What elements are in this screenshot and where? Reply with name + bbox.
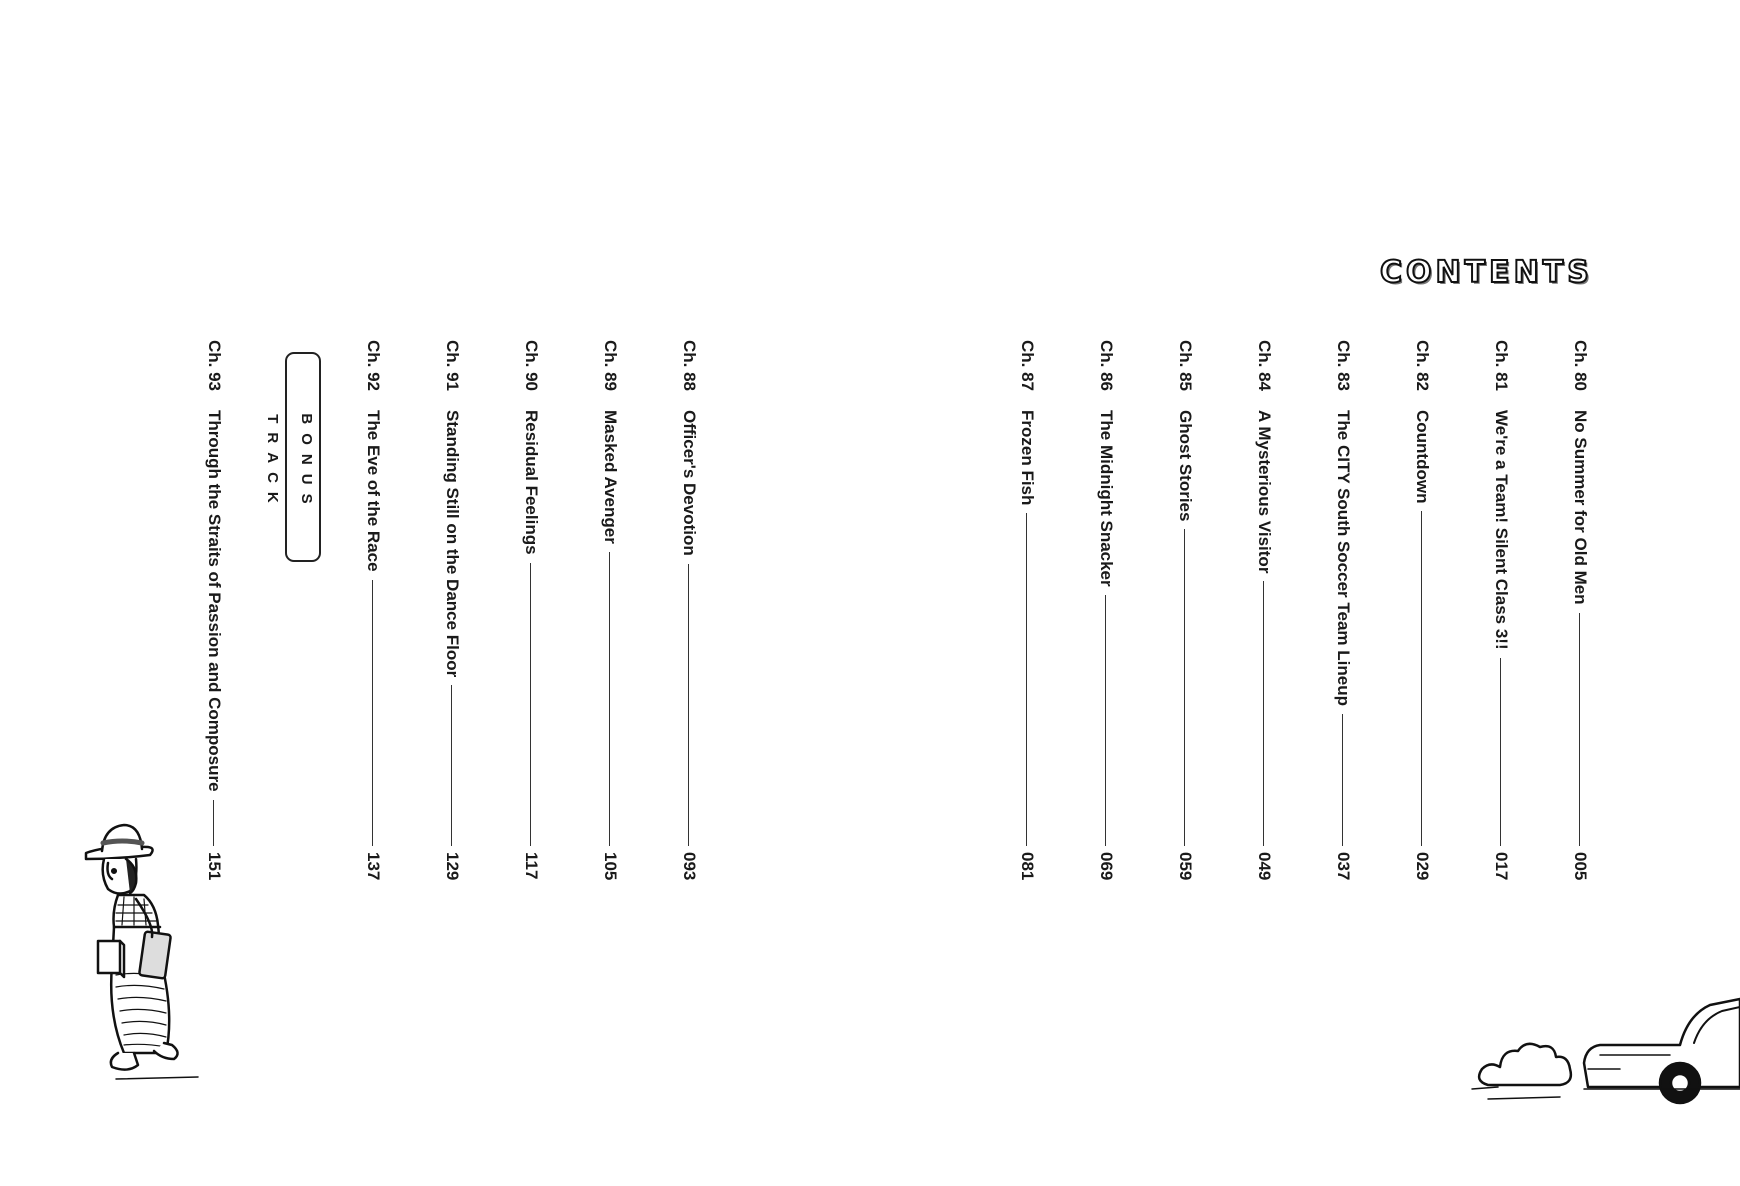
chapter-number: Ch. 87 [1018, 340, 1037, 392]
chapter-page: 037 [1334, 852, 1353, 881]
chapter-number: Ch. 91 [443, 340, 462, 392]
chapter-title: Officer's Devotion [680, 410, 699, 556]
chapter-number: Ch. 82 [1413, 340, 1432, 392]
chapter-title: Countdown [1413, 410, 1432, 504]
chapter-page: 093 [680, 852, 699, 881]
title-letter: S [1567, 255, 1591, 290]
chapter-page: 151 [205, 852, 224, 881]
title-letter: T [1464, 255, 1488, 290]
chapter-page: 069 [1097, 852, 1116, 881]
chapter-title: Residual Feelings [522, 410, 541, 555]
chapter-number: Ch. 86 [1097, 340, 1116, 392]
leader-line [1580, 613, 1581, 846]
title-letter: O [1406, 255, 1434, 290]
chapter-title: Masked Avenger [601, 410, 620, 544]
title-letter: N [1513, 255, 1541, 290]
chapter-entry[interactable] [201, 340, 227, 880]
chapter-entry[interactable] [1567, 340, 1593, 880]
title-letter: C [1380, 255, 1405, 290]
leader-line [1027, 513, 1028, 846]
title-letter: T [1542, 255, 1566, 290]
chapter-entry[interactable] [1172, 340, 1198, 880]
chapter-title: The CITY South Soccer Team Lineup [1334, 410, 1353, 706]
chapter-page: 137 [364, 852, 383, 881]
chapter-entry[interactable] [1330, 340, 1356, 880]
chapter-title: No Summer for Old Men [1571, 410, 1590, 605]
chapter-page: 117 [522, 852, 541, 880]
chapter-title: The Eve of the Race [364, 410, 383, 572]
chapter-entry[interactable] [1093, 340, 1119, 880]
chapter-page: 081 [1018, 852, 1037, 881]
chapter-title: The Midnight Snacker [1097, 410, 1116, 587]
leader-line [1264, 581, 1265, 846]
title-letter: E [1489, 255, 1512, 290]
chapter-number: Ch. 88 [680, 340, 699, 392]
chapter-number: Ch. 93 [205, 340, 224, 392]
chapter-title: Ghost Stories [1176, 410, 1195, 522]
chapter-number: Ch. 81 [1492, 340, 1511, 392]
bonus-track-label: BONUS TRACK [264, 413, 315, 513]
chapter-page: 029 [1413, 852, 1432, 881]
chapter-entry[interactable] [439, 340, 465, 880]
leader-line [1501, 658, 1502, 846]
chapter-page: 059 [1176, 852, 1195, 881]
chapter-entry[interactable] [360, 340, 386, 880]
chapter-number: Ch. 80 [1571, 340, 1590, 392]
leader-line [1422, 511, 1423, 846]
chapter-number: Ch. 84 [1255, 340, 1274, 392]
chapter-page: 129 [443, 852, 462, 881]
contents-title [1380, 255, 1591, 290]
chapter-title: A Mysterious Visitor [1255, 410, 1274, 574]
chapter-entry[interactable] [518, 340, 544, 880]
chapter-number: Ch. 83 [1334, 340, 1353, 392]
leader-line [531, 563, 532, 846]
leader-line [1343, 714, 1344, 846]
chapter-entry[interactable] [676, 340, 702, 880]
leader-line [452, 685, 453, 846]
chapter-number: Ch. 90 [522, 340, 541, 392]
chapter-page: 049 [1255, 852, 1274, 881]
chapter-entry[interactable] [1409, 340, 1435, 880]
chapter-title: Through the Straits of Passion and Composure [205, 410, 224, 792]
chapter-entry[interactable] [1014, 340, 1040, 880]
chapter-entry[interactable] [1488, 340, 1514, 880]
leader-line [689, 564, 690, 846]
title-letter: N [1435, 255, 1463, 290]
chapter-title: We're a Team! Silent Class 3!! [1492, 410, 1511, 650]
chapter-entry[interactable] [597, 340, 623, 880]
chapter-title: Frozen Fish [1018, 410, 1037, 506]
chapter-number: Ch. 89 [601, 340, 620, 392]
walking-girl-illustration [78, 815, 228, 1095]
car-with-exhaust-illustration [1470, 985, 1740, 1110]
chapter-page: 005 [1571, 852, 1590, 881]
chapter-entry[interactable] [1251, 340, 1277, 880]
chapter-number: Ch. 85 [1176, 340, 1195, 392]
leader-line [1185, 529, 1186, 846]
leader-line [1106, 595, 1107, 846]
chapter-title: Standing Still on the Dance Floor [443, 410, 462, 678]
bonus-track-badge [264, 352, 321, 562]
chapter-page: 105 [601, 852, 620, 881]
chapter-number: Ch. 92 [364, 340, 383, 392]
chapter-page: 017 [1492, 852, 1511, 881]
leader-line [373, 580, 374, 846]
leader-line [610, 552, 611, 846]
